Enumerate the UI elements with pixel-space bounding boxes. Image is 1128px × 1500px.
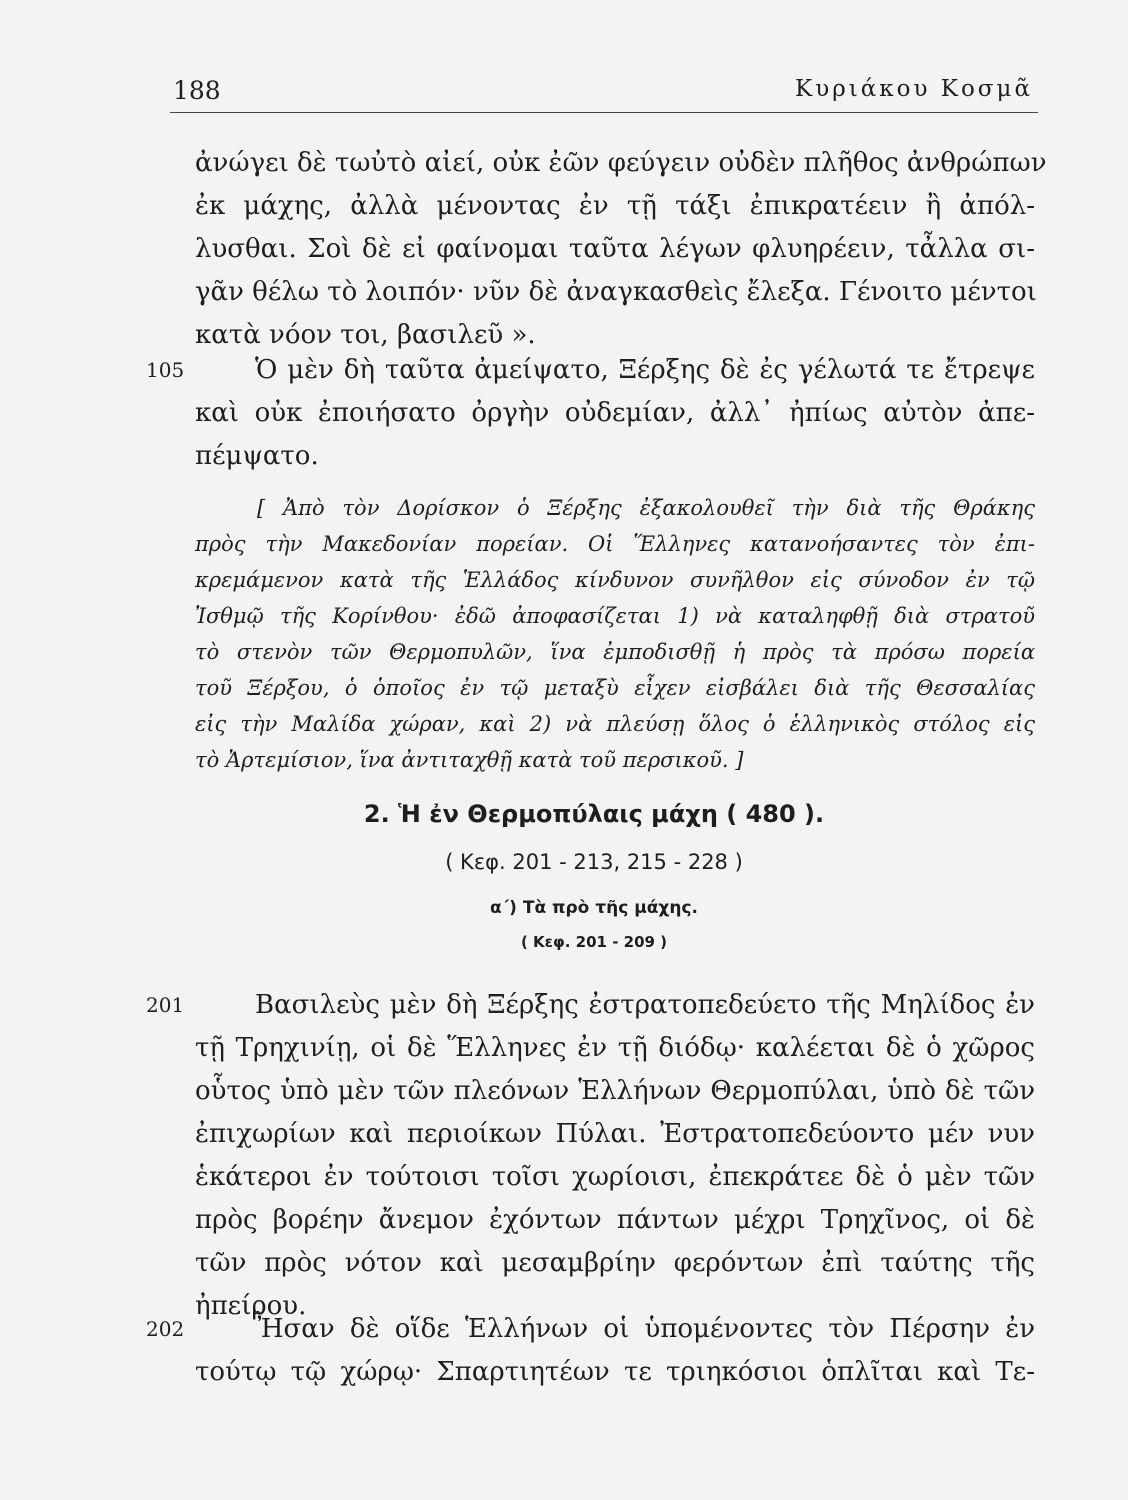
note-line: πρὸς τὴν Μακεδονίαν πορείαν. Οἱ Ἕλληνες κατανοήσαντες τὸν ἐπι- — [195, 532, 1035, 556]
note-line: κρεμάμενον κατὰ τῆς Ἑλλάδος κίνδυνον συνῆλθον εἰς σύνοδον ἐν τῷ — [195, 568, 1035, 592]
note-line: Ἰσθμῷ τῆς Κορίνθου· ἐδῶ ἀποφασίζεται 1) νὰ καταληφθῇ διὰ στρατοῦ — [195, 604, 1035, 628]
chapter-number: 201 — [146, 993, 185, 1017]
text-line: γᾶν θέλω τὸ λοιπόν· νῦν δὲ ἀναγκασθεὶς ἔλεξα. Γένοιτο μέντοι — [195, 277, 1037, 307]
section-reference: ( Κεφ. 201 - 213, 215 - 228 ) — [445, 850, 743, 874]
page-number: 188 — [173, 76, 221, 105]
section-title: 2. Ἡ ἐν Θερμοπύλαις μάχη ( 480 ). — [363, 800, 825, 828]
subsection-title: α΄) Τὰ πρὸ τῆς μάχης. — [489, 898, 699, 918]
text-line: τούτῳ τῷ χώρῳ· Σπαρτιητέων τε τριηκόσιοι ὁπλῖται καὶ Τε- — [195, 1357, 1035, 1387]
text-line: ἀνώγει δὲ τωὐτὸ αἰεί, οὐκ ἐῶν φεύγειν οὐδὲν πλῆθος ἀνθρώπων — [195, 148, 1047, 178]
text-line: τῶν πρὸς νότον καὶ μεσαμβρίην φερόντων ἐπὶ ταύτης τῆς — [195, 1248, 1035, 1278]
subsection-reference: ( Κεφ. 201 - 209 ) — [520, 933, 668, 951]
text-line: λυσθαι. Σοὶ δὲ εἰ φαίνομαι ταῦτα λέγων φλυηρέειν, τἆλλα σι- — [195, 234, 1035, 264]
text-line: ἑκάτεροι ἐν τούτοισι τοῖσι χωρίοισι, ἐπεκράτεε δὲ ὁ μὲν τῶν — [195, 1162, 1035, 1192]
note-line: τὸ Ἀρτεμίσιον, ἵνα ἀντιταχθῇ κατὰ τοῦ περσικοῦ. ] — [195, 748, 744, 772]
text-line: Βασιλεὺς μὲν δὴ Ξέρξης ἐστρατοπεδεύετο τῆς Μηλίδος ἐν — [255, 990, 1035, 1020]
text-line: πρὸς βορέην ἄνεμον ἐχόντων πάντων μέχρι Τρηχῖνος, οἱ δὲ — [195, 1205, 1035, 1235]
note-line: [ Ἀπὸ τὸν Δορίσκον ὁ Ξέρξης ἐξακολουθεῖ τὴν διὰ τῆς Θράκης — [257, 496, 1035, 520]
text-line: ἐκ μάχης, ἀλλὰ μένοντας ἐν τῇ τάξι ἐπικρατέειν ἢ ἀπόλ- — [195, 191, 1035, 221]
chapter-number: 105 — [146, 358, 185, 382]
running-head: Κυριάκου Κοσμᾶ — [795, 76, 1033, 102]
text-line: πέμψατο. — [195, 441, 319, 471]
text-line: κατὰ νόον τοι, βασιλεῦ ». — [195, 320, 536, 350]
note-line: τὸ στενὸν τῶν Θερμοπυλῶν, ἵνα ἐμποδισθῇ ἡ πρὸς τὰ πρόσω πορεία — [195, 640, 1035, 664]
text-line: Ἦσαν δὲ οἵδε Ἑλλήνων οἱ ὑπομένοντες τὸν Πέρσην ἐν — [255, 1314, 1035, 1344]
text-line: καὶ οὐκ ἐποιήσατο ὀργὴν οὐδεμίαν, ἀλλ᾽ ἠπίως αὐτὸν ἀπε- — [195, 398, 1035, 428]
text-line: ἠπείρου. — [195, 1291, 307, 1321]
text-line: τῇ Τρηχινίῃ, οἱ δὲ Ἕλληνες ἐν τῇ διόδῳ· καλέεται δὲ ὁ χῶρος — [195, 1033, 1035, 1063]
text-line: ἐπιχωρίων καὶ περιοίκων Πύλαι. Ἐστρατοπεδεύοντο μέν νυν — [195, 1119, 1035, 1149]
note-line: τοῦ Ξέρξου, ὁ ὁποῖος ἐν τῷ μεταξὺ εἶχεν εἰσβάλει διὰ τῆς Θεσσαλίας — [195, 676, 1035, 700]
text-line: Ὁ μὲν δὴ ταῦτα ἀμείψατο, Ξέρξης δὲ ἐς γέλωτά τε ἔτρεψε — [255, 355, 1035, 385]
chapter-number: 202 — [146, 1317, 185, 1341]
text-line: οὗτος ὑπὸ μὲν τῶν πλεόνων Ἑλλήνων Θερμοπύλαι, ὑπὸ δὲ τῶν — [195, 1076, 1035, 1106]
note-line: εἰς τὴν Μαλίδα χώραν, καὶ 2) νὰ πλεύσῃ ὅλος ὁ ἑλληνικὸς στόλος εἰς — [195, 712, 1035, 736]
header-rule — [170, 112, 1038, 113]
